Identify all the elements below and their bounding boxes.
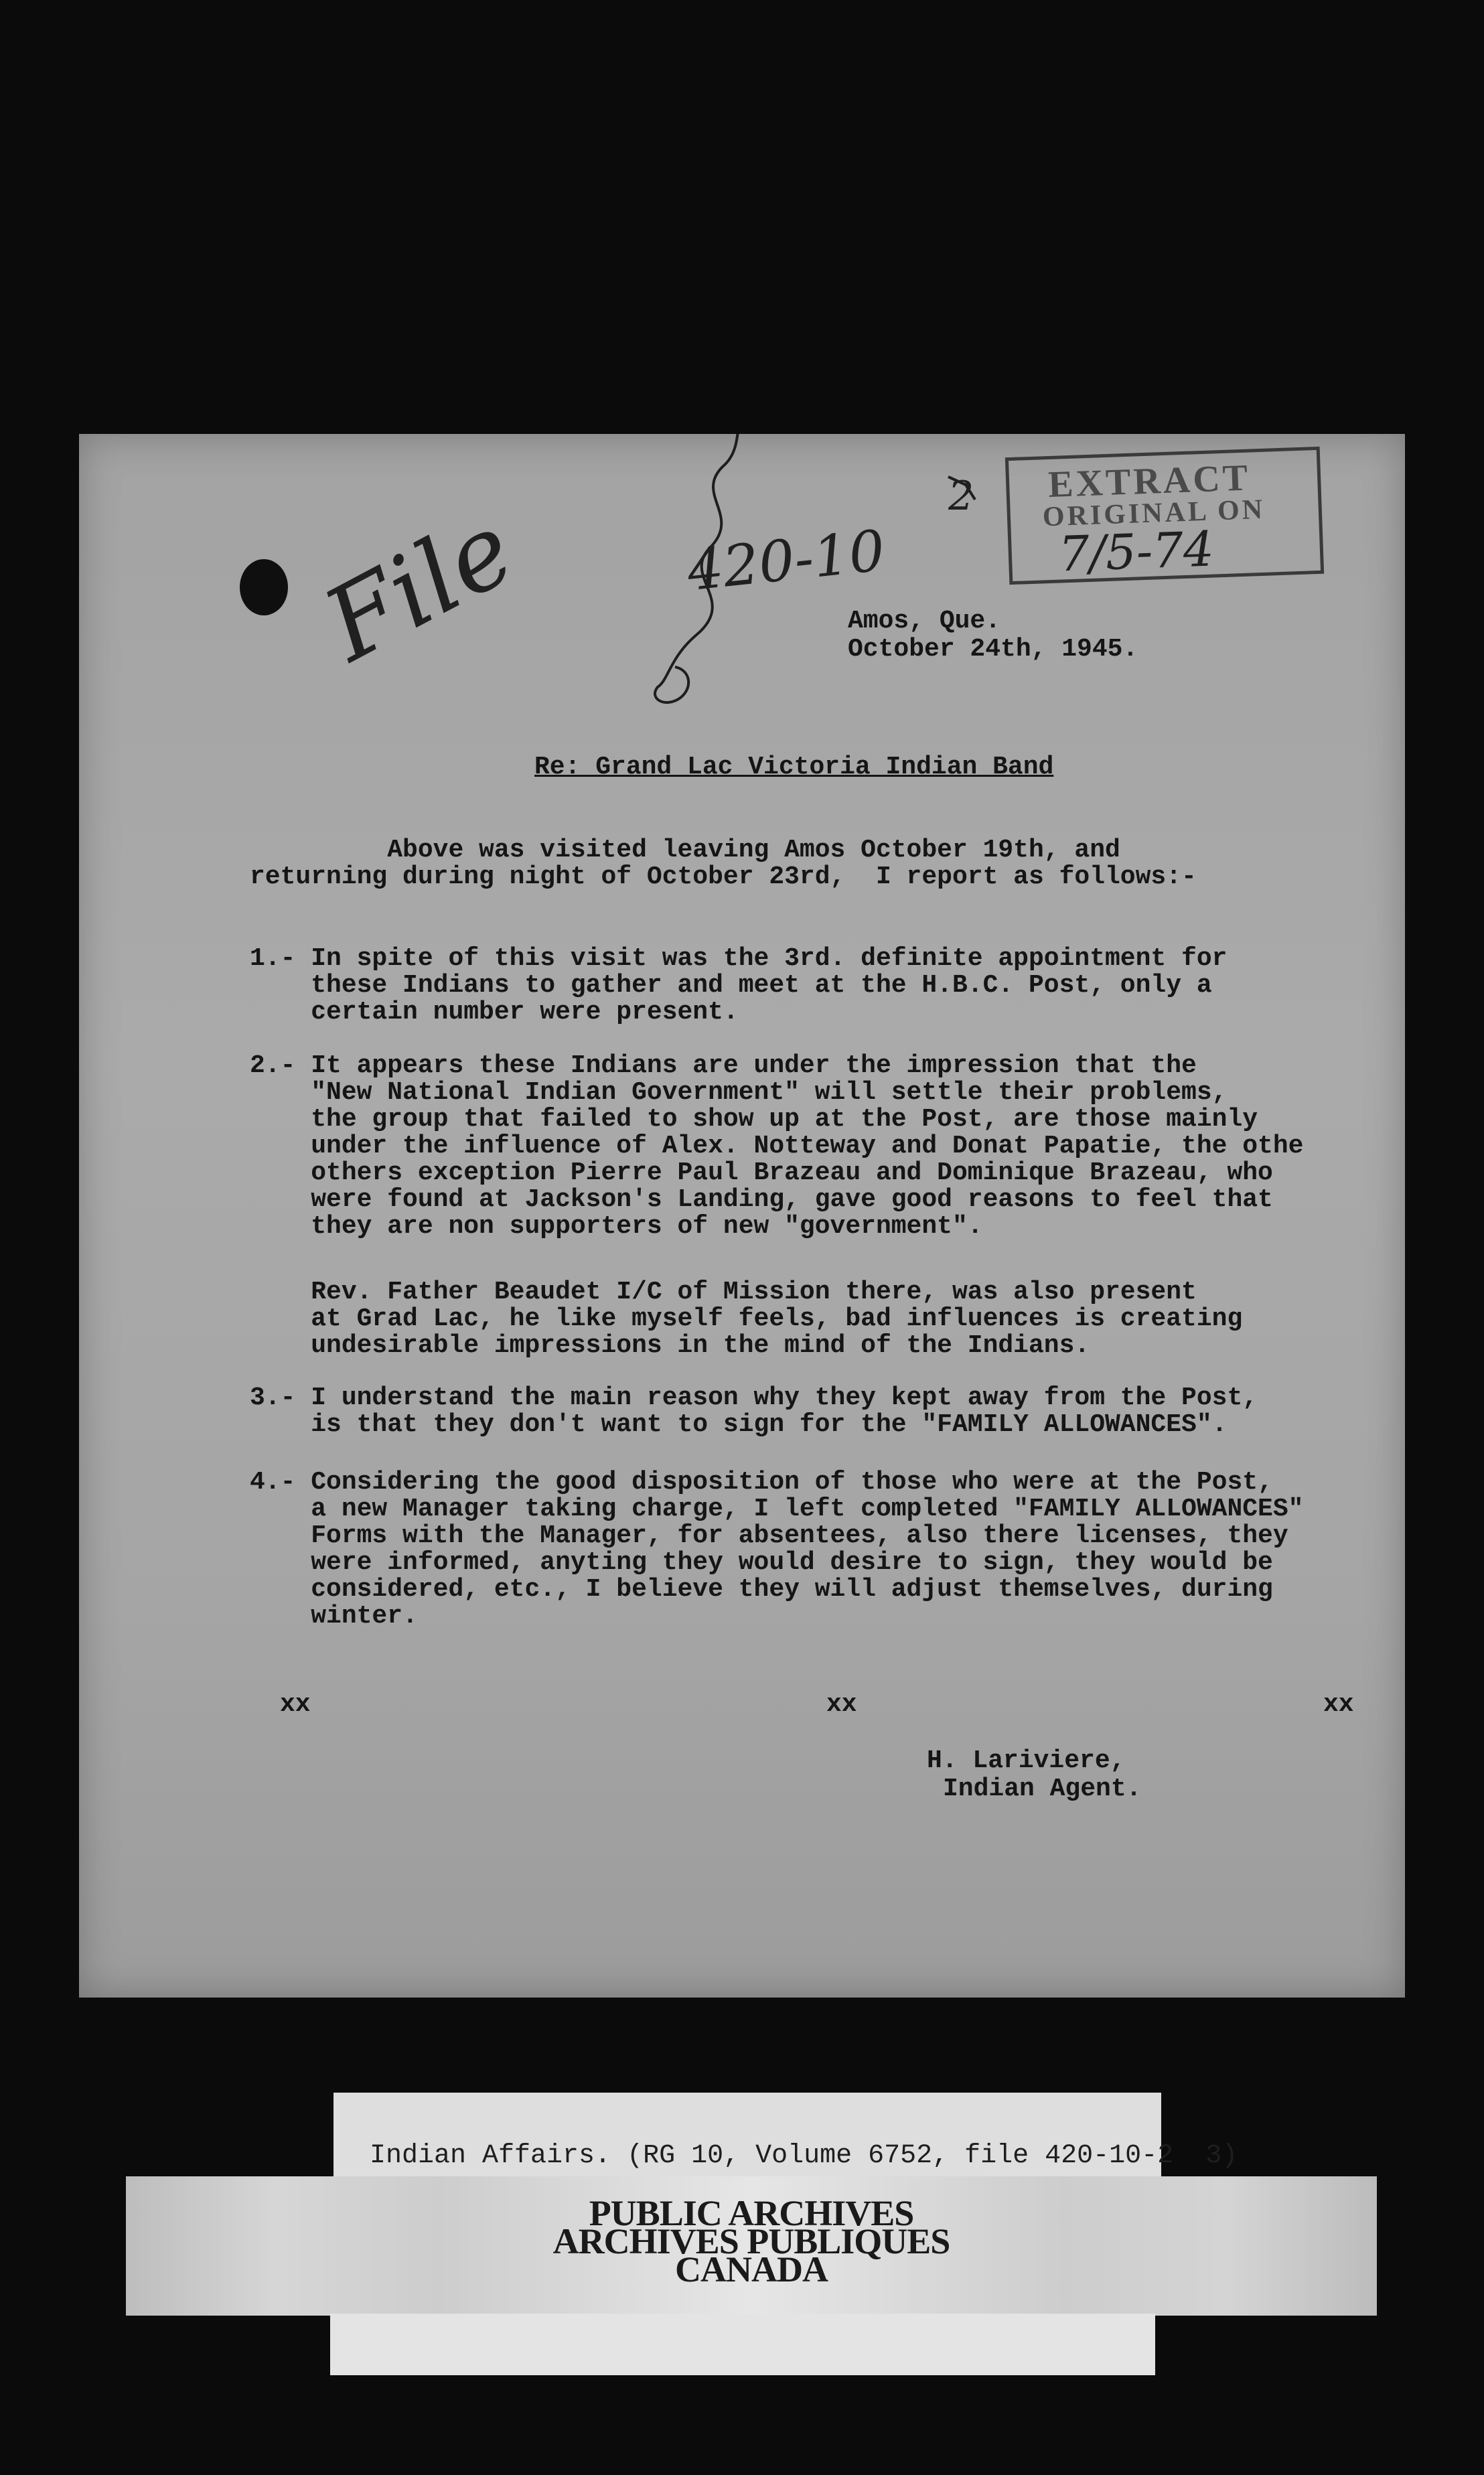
signature-name: H. Lariviere, [927,1746,1126,1775]
letter-item-2-continued: Rev. Father Beaudet I/C of Mission there, was also present at Grad Lac, he like myself feels, bad influences is creating undesirable impressions in the mind of the Indians. [311,1278,1243,1360]
separator-right: xx [1323,1690,1354,1719]
letter-item-4: 4.- Considering the good disposition of those who were at the Post, a new Manager taking charge, I left completed "FAMILY ALLOWANCES" Forms with the Manager, for absentees, also there licenses, they were informed, anyting they would desire to sign, they would be considered, etc., I believe they will adjust themselves, during winter. [250,1468,1304,1631]
letter-date: October 24th, 1945. [848,635,1138,664]
separator-center: xx [826,1690,857,1719]
lower-label-strip [330,2314,1155,2375]
handwritten-file-number: 420-10 [684,517,888,604]
letter-item-1: 1.- In spite of this visit was the 3rd. definite appointment for these Indians to gather and meet at the H.B.C. Post, only a certain number were present. [250,944,1228,1027]
letter-page [79,434,1405,1998]
letter-intro: Above was visited leaving Amos October 19th, and returning during night of October 23rd, I report as follows:- [250,836,1197,891]
archive-citation: Indian Affairs. (RG 10, Volume 6752, file 420-10-2 3) [370,2141,1238,2171]
handwritten-file-suffix: 2 [948,473,974,520]
stamp-handwritten-date: 7/5-74 [1057,520,1215,583]
handwritten-file-note: File [307,490,532,684]
separator-left: xx [280,1690,311,1719]
public-archives-label [126,2176,1377,2316]
stamp-original-on: ORIGINAL ON [1042,494,1266,533]
stamp-extract: EXTRACT [1047,457,1252,506]
citation-strip [333,2093,1238,2181]
letter-place: Amos, Que. [848,607,1001,635]
letter-subject: Re: Grand Lac Victoria Indian Band [534,753,1054,781]
signature-title: Indian Agent. [943,1775,1142,1803]
letter-item-2: 2.- It appears these Indians are under the impression that the "New National Indian Government" will settle their problems, the group that failed to show up at the Post, are those mainly under the influence of Alex. Notteway and Donat Papatie, the othe others exception Pierre Paul Brazeau and Dominique Brazeau, who were found at Jackson's Landing, gave good reasons to feel that they are non supporters of new "government". [250,1051,1304,1241]
letter-item-3: 3.- I understand the main reason why they kept away from the Post, is that they don't want to sign for the "FAMILY ALLOWANCES". [250,1383,1258,1439]
extract-stamp [1005,447,1324,585]
archives-text: PUBLIC ARCHIVES ARCHIVES PUBLIQUES CANADA [552,2193,950,2290]
